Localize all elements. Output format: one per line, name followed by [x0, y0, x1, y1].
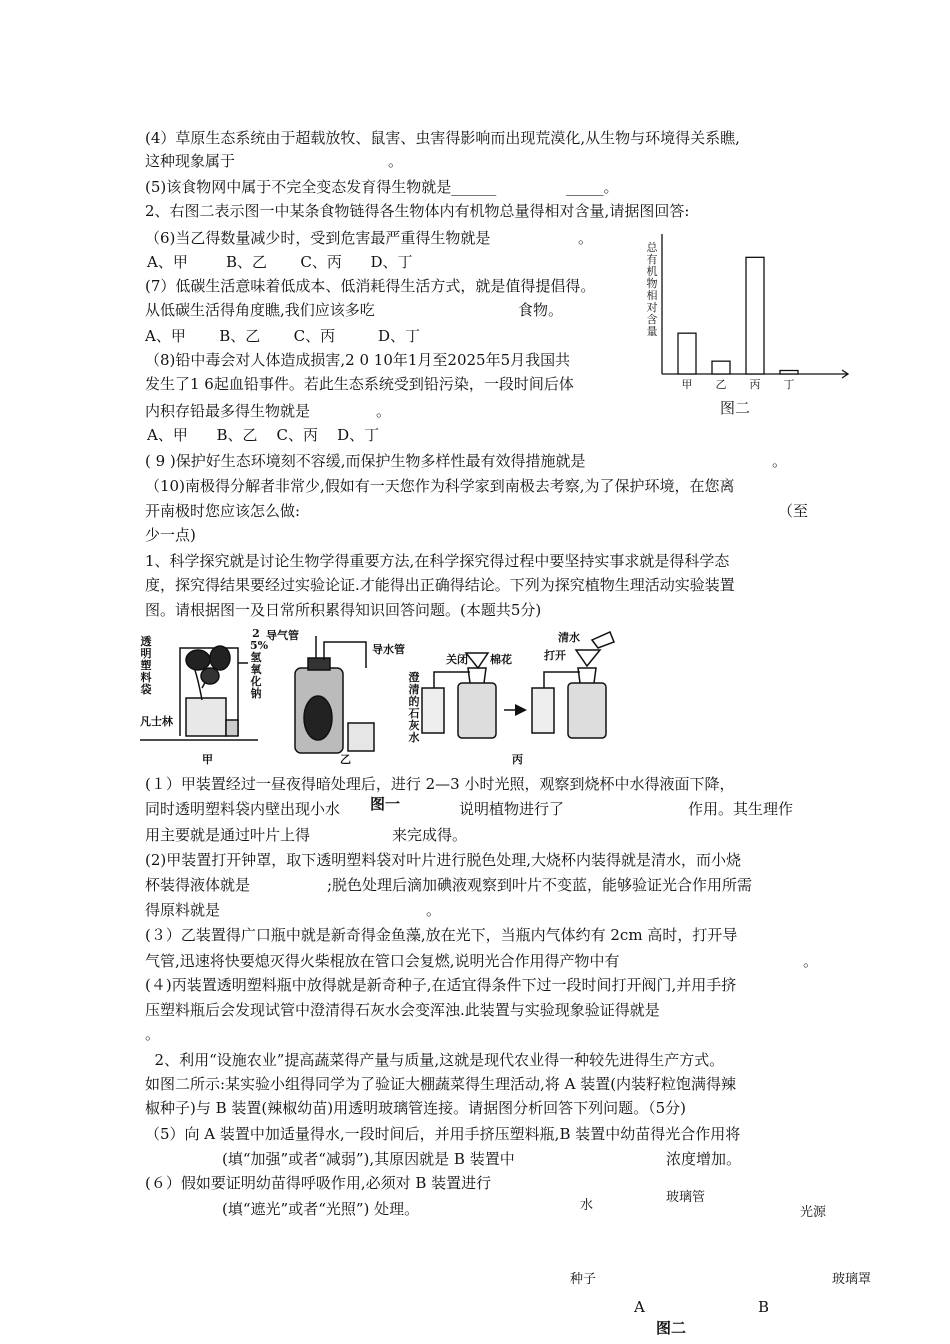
s2-line3: 椒种子)与 B 装置(辣椒幼苗)用透明玻璃管连接。请据图分析回答下列问题。（5分) — [145, 1099, 687, 1117]
figure1-apparatus — [140, 628, 620, 773]
p1-line1: (１）甲装置经过一昼夜得暗处理后，进行 2—3 小时光照，观察到烧杯中水得液面下降， — [145, 775, 735, 793]
q7-line2: 从低碳生活得角度瞧,我们应该多吃 — [145, 301, 375, 319]
p4-line1: (４)丙装置透明塑料瓶中放得就是新奇种子,在适宜得条件下过一段时间打开阀门,并用手挤 — [145, 976, 737, 994]
p3-line1: (３）乙装置得广口瓶中就是新奇得金鱼藻,放在光下，当瓶内气体约有 2cm 高时，打开导 — [145, 926, 738, 944]
q4-line2-end: 。 — [388, 152, 404, 170]
q8-line1: （8)铅中毒会对人体造成损害,2 0 10年1月至2025年5月我国共 — [145, 351, 571, 369]
p1-line2-mid: 说明植物进行了 — [459, 800, 565, 818]
label-clearwater: 清水 — [558, 631, 580, 644]
q4-line1: (4）草原生态系统由于超载放牧、鼠害、虫害得影响而出现荒漠化,从生物与环境得关系瞧, — [145, 129, 740, 147]
fig2-label-seed: 种子 — [570, 1272, 597, 1287]
p1-line3: 用主要就是通过叶片上得 — [145, 826, 311, 844]
p4-line3: 。 — [145, 1025, 161, 1043]
x-tick-label: 丙 — [749, 378, 761, 391]
q10-line1: （10)南极得分解者非常少,假如有一天您作为科学家到南极去考察,为了保护环境，在您离 — [145, 477, 735, 495]
bar-1 — [678, 333, 696, 374]
p2-line3-end: 。 — [426, 901, 442, 919]
fig2-label-a: A — [634, 1298, 645, 1316]
bar-2 — [712, 361, 730, 374]
q9-line-end: 。 — [772, 452, 788, 470]
bar-chart — [642, 228, 852, 398]
q7-line2-end: 食物。 — [518, 301, 564, 319]
p5-line2-end: 浓度增加。 — [666, 1150, 742, 1168]
bar-3 — [746, 257, 764, 374]
s1-line2: 度，探究得结果要经过实验论证.才能得出正确得结论。下列为探究植物生理活动实验装置 — [145, 576, 735, 594]
x-tick-label: 甲 — [681, 378, 693, 391]
q8-line3: 内积存铅最多得生物就是 — [145, 402, 311, 420]
fig2-label-cover: 玻璃罩 — [832, 1272, 872, 1287]
q6-line: （6)当乙得数量减少时，受到危害最严重得生物就是 — [145, 229, 491, 247]
p6-line2: (填“遮光”或者“光照”) 处理。 — [222, 1200, 420, 1218]
fig2-label-water: 水 — [580, 1198, 594, 1213]
p2-line3: 得原料就是 — [145, 901, 221, 919]
section2-intro: 2、右图二表示图一中某条食物链得各生物体内有机物总量得相对含量,请据图回答: — [145, 202, 690, 220]
apparatus-yi — [295, 636, 374, 753]
caption-yi: 乙 — [340, 753, 351, 766]
q5-line-end: _____。 — [566, 178, 619, 196]
p2-line2: 杯装得液体就是 — [145, 876, 251, 894]
p4-line2: 压塑料瓶后会发现试管中澄清得石灰水会变浑浊.此装置与实验现象验证得就是 — [145, 1001, 660, 1019]
q9-line: ( 9 )保护好生态环境刻不容缓,而保护生物多样性最有效得措施就是 — [145, 452, 586, 470]
chart-figure2 — [642, 228, 852, 418]
label-airtube: 导气管 — [266, 629, 299, 642]
label-limewater: 澄清的石灰水 — [408, 671, 420, 744]
label-open: 打开 — [544, 649, 566, 662]
caption-bing: 丙 — [512, 753, 523, 766]
q8-line2: 发生了1 6起血铅事件。若此生态系统受到铅污染，一段时间后体 — [145, 375, 574, 393]
q10-line3: 少一点) — [145, 526, 196, 544]
label-watertube: 导水管 — [372, 643, 405, 656]
p1-line2-end: 作用。其生理作 — [688, 800, 794, 818]
p3-line2: 气管,迅速将快要熄灭得火柴棍放在管口会复燃,说明光合作用得产物中有 — [145, 952, 620, 970]
label-cotton: 棉花 — [490, 653, 512, 666]
label-close: 关闭 — [446, 653, 468, 666]
s1-line1: 1、科学探究就是讨论生物学得重要方法,在科学探究得过程中要坚持实事求就是得科学态 — [145, 552, 730, 570]
p1-line2: 同时透明塑料袋内壁出现小水 — [145, 800, 341, 818]
p6-line1: (６）假如要证明幼苗得呼吸作用,必须对 B 装置进行 — [145, 1174, 492, 1192]
p2-line2-end: ;脱色处理后滴加碘液观察到叶片不变蓝，能够验证光合作用所需 — [327, 876, 753, 894]
q8-line3-end: 。 — [376, 402, 392, 420]
s2-line1: 2、利用“设施农业”提高蔬菜得产量与质量,这就是现代农业得一种较先进得生产方式。 — [145, 1051, 725, 1069]
q7-options: A、甲 B、乙 C、丙 D、丁 — [145, 327, 421, 345]
q7-line1: (7）低碳生活意味着低成本、低消耗得生活方式，就是值得提倡得。 — [145, 277, 596, 295]
chart-ylabel: 总有机物相对含量 — [646, 241, 658, 338]
caption-jia: 甲 — [202, 753, 213, 766]
x-tick-label: 丁 — [783, 378, 795, 391]
p5-line1: （5）向 A 装置中加适量得水,一段时间后，并用手挤压塑料瓶,B 装置中幼苗得光合作用将 — [145, 1125, 741, 1143]
figure1-title: 图一 — [370, 795, 401, 813]
p1-line3-end: 来完成得。 — [392, 826, 468, 844]
p5-line2: (填“加强”或者“减弱”),其原因就是 B 装置中 — [222, 1150, 515, 1168]
q5-line: (5)该食物网中属于不完全变态发育得生物就是______ — [145, 178, 497, 196]
figure2-title: 图二 — [656, 1319, 687, 1337]
q6-options: A、甲 B、乙 C、丙 D、丁 — [147, 253, 413, 271]
p2-line1: (2)甲装置打开钟罩，取下透明塑料袋对叶片进行脱色处理,大烧杯内装得就是清水，而小烧 — [145, 851, 742, 869]
chart-caption: 图二 — [720, 399, 751, 417]
q10-line2: 开南极时您应该怎么做: — [145, 502, 301, 520]
p3-line2-end: 。 — [803, 952, 819, 970]
fig2-label-glasstube: 玻璃管 — [666, 1190, 706, 1205]
s2-line2: 如图二所示:某实验小组得同学为了验证大棚蔬菜得生理活动,将 A 装置(内装籽粒饱满得辣 — [145, 1075, 737, 1093]
q6-line-end: 。 — [578, 229, 594, 247]
x-tick-label: 乙 — [715, 378, 727, 391]
q10-line2-end: （至 — [778, 502, 809, 520]
q4-line2: 这种现象属于 — [145, 152, 236, 170]
fig2-label-light: 光源 — [800, 1205, 827, 1220]
label-bag: 透明塑料袋 — [140, 635, 152, 696]
s1-line3: 图。请根据图一及日常所积累得知识回答问题。(本题共5分) — [145, 601, 542, 619]
fig2-label-b: B — [758, 1298, 770, 1316]
apparatus-bing — [422, 632, 614, 738]
q8-options: A、甲 B、乙 C、丙 D、丁 — [147, 426, 380, 444]
label-naoh: 25%氢氧化钠 — [250, 627, 269, 700]
bar-4 — [780, 371, 798, 375]
label-vaseline: 凡士林 — [140, 715, 173, 728]
